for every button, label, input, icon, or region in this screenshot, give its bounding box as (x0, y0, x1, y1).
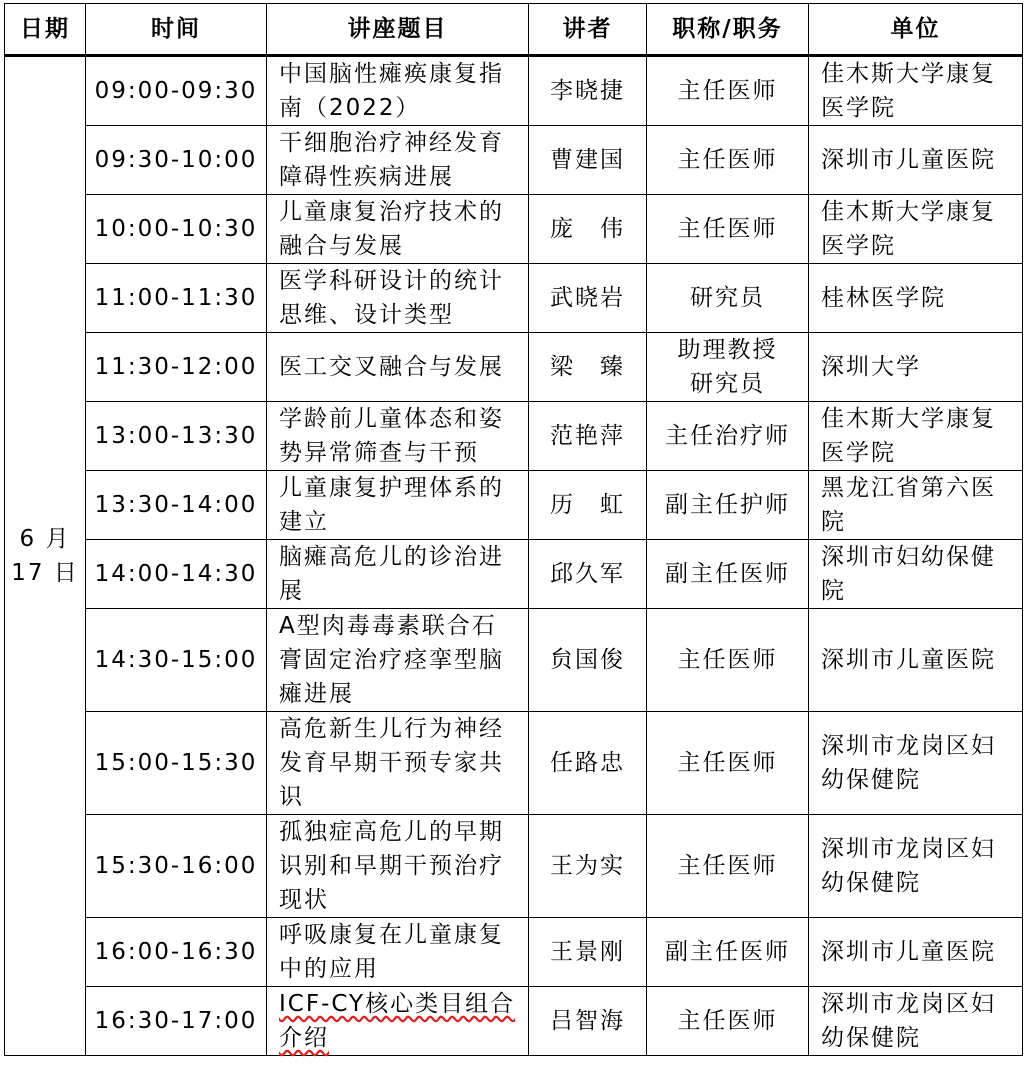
table-row (5, 712, 1023, 815)
topic-cell: 干细胞治疗神经发育障碍性疾病进展 (267, 126, 529, 195)
title-cell: 主任医师 (647, 609, 809, 712)
topic-cell: 脑瘫高危儿的诊治进展 (267, 540, 529, 609)
title-cell: 副主任医师 (647, 918, 809, 987)
time-cell: 16:00-16:30 (86, 918, 267, 987)
time-cell: 10:00-10:30 (86, 195, 267, 264)
date-day: 17 日 (11, 560, 79, 586)
speaker-cell: 贠国俊 (529, 609, 647, 712)
unit-cell: 深圳市妇幼保健院 (809, 540, 1023, 609)
table-row (5, 264, 1023, 333)
header-unit: 单位 (809, 4, 1023, 56)
unit-cell: 黑龙江省第六医院 (809, 471, 1023, 540)
topic-cell: 孤独症高危儿的早期识别和早期干预治疗现状 (267, 815, 529, 918)
topic-text: ICF-CY核心类目组合介绍 (279, 991, 516, 1051)
title-cell: 研究员 (647, 264, 809, 333)
lecture-schedule-table (4, 3, 1023, 1056)
title-cell: 副主任护师 (647, 471, 809, 540)
topic-cell: 医工交叉融合与发展 (267, 333, 529, 402)
title-cell: 主任医师 (647, 987, 809, 1056)
table-row (5, 402, 1023, 471)
table-row (5, 333, 1023, 402)
table-row (5, 540, 1023, 609)
unit-cell: 佳木斯大学康复医学院 (809, 402, 1023, 471)
time-cell: 09:00-09:30 (86, 56, 267, 126)
unit-cell: 深圳市龙岗区妇幼保健院 (809, 712, 1023, 815)
topic-cell: 儿童康复护理体系的建立 (267, 471, 529, 540)
title-cell: 副主任医师 (647, 540, 809, 609)
time-cell: 15:00-15:30 (86, 712, 267, 815)
title-cell: 主任医师 (647, 712, 809, 815)
unit-cell: 深圳市儿童医院 (809, 126, 1023, 195)
topic-cell: 高危新生儿行为神经发育早期干预专家共识 (267, 712, 529, 815)
time-cell: 16:30-17:00 (86, 987, 267, 1056)
table-row (5, 471, 1023, 540)
time-cell: 09:30-10:00 (86, 126, 267, 195)
header-title: 职称/职务 (647, 4, 809, 56)
speaker-cell: 吕智海 (529, 987, 647, 1056)
speaker-cell: 梁 臻 (529, 333, 647, 402)
speaker-cell: 庞 伟 (529, 195, 647, 264)
topic-cell: A型肉毒毒素联合石膏固定治疗痉挛型脑瘫进展 (267, 609, 529, 712)
time-cell: 11:00-11:30 (86, 264, 267, 333)
time-cell: 13:00-13:30 (86, 402, 267, 471)
header-date: 日期 (5, 4, 86, 56)
title-cell: 主任医师 (647, 126, 809, 195)
date-month: 6 月 (19, 526, 71, 552)
speaker-cell: 王景刚 (529, 918, 647, 987)
unit-cell: 深圳市龙岗区妇幼保健院 (809, 987, 1023, 1056)
title-cell: 主任医师 (647, 56, 809, 126)
title-cell: 主任治疗师 (647, 402, 809, 471)
table-row (5, 987, 1023, 1056)
title-cell: 主任医师 (647, 815, 809, 918)
time-cell: 15:30-16:00 (86, 815, 267, 918)
speaker-cell: 武晓岩 (529, 264, 647, 333)
speaker-cell: 范艳萍 (529, 402, 647, 471)
date-cell (5, 56, 86, 1056)
time-cell: 14:30-15:00 (86, 609, 267, 712)
unit-cell: 佳木斯大学康复医学院 (809, 195, 1023, 264)
unit-cell: 深圳市龙岗区妇幼保健院 (809, 815, 1023, 918)
speaker-cell: 曹建国 (529, 126, 647, 195)
speaker-cell: 邱久军 (529, 540, 647, 609)
time-cell: 14:00-14:30 (86, 540, 267, 609)
time-cell: 11:30-12:00 (86, 333, 267, 402)
title-cell: 主任医师 (647, 195, 809, 264)
header-time: 时间 (86, 4, 267, 56)
topic-cell: 呼吸康复在儿童康复中的应用 (267, 918, 529, 987)
table-row (5, 126, 1023, 195)
table-row (5, 609, 1023, 712)
speaker-cell: 历 虹 (529, 471, 647, 540)
table-row (5, 56, 1023, 126)
title-cell: 助理教授研究员 (647, 333, 809, 402)
topic-cell: 中国脑性瘫痪康复指南（2022） (267, 56, 529, 126)
speaker-cell: 任路忠 (529, 712, 647, 815)
unit-cell: 深圳市儿童医院 (809, 918, 1023, 987)
unit-cell: 桂林医学院 (809, 264, 1023, 333)
unit-cell: 佳木斯大学康复医学院 (809, 56, 1023, 126)
table-row (5, 815, 1023, 918)
time-cell: 13:30-14:00 (86, 471, 267, 540)
unit-cell: 深圳大学 (809, 333, 1023, 402)
topic-cell (267, 987, 529, 1056)
speaker-cell: 王为实 (529, 815, 647, 918)
table-row (5, 918, 1023, 987)
header-speaker: 讲者 (529, 4, 647, 56)
table-row (5, 195, 1023, 264)
topic-cell: 儿童康复治疗技术的融合与发展 (267, 195, 529, 264)
unit-cell: 深圳市儿童医院 (809, 609, 1023, 712)
topic-cell: 医学科研设计的统计思维、设计类型 (267, 264, 529, 333)
header-row (5, 4, 1023, 56)
header-topic: 讲座题目 (267, 4, 529, 56)
speaker-cell: 李晓捷 (529, 56, 647, 126)
topic-cell: 学龄前儿童体态和姿势异常筛查与干预 (267, 402, 529, 471)
